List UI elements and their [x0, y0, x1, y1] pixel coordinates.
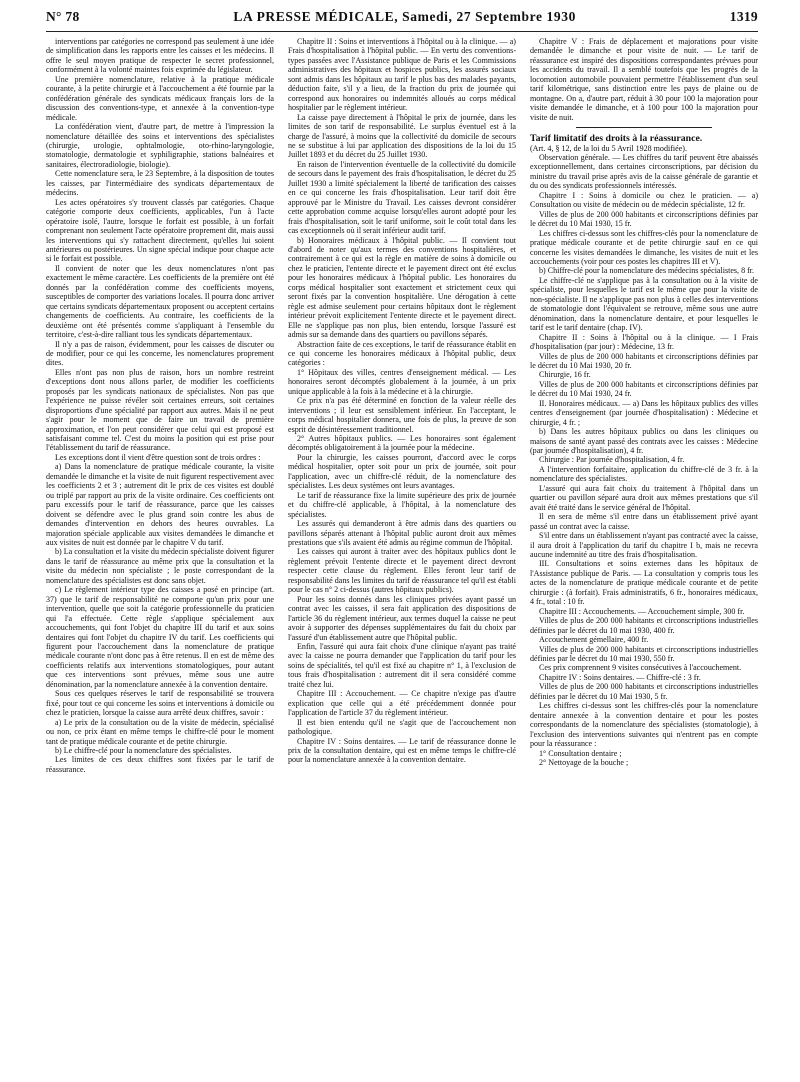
paragraph: Cette nomenclature sera, le 23 Septembre, à la disposition de toutes les caisses, par l'intermédiaire des syndicats départementaux de médecins.: [46, 169, 274, 198]
page-number: 1319: [729, 9, 758, 24]
paragraph: b) Chiffre-clé pour la nomenclature des médecins spécialistes, 8 fr.: [539, 266, 755, 276]
paragraph: L'assuré qui aura fait choix du traitement à l'hôpital dans un quartier ou pavillon séparé aura droit aux mêmes prestations que s'il avait été traité dans le service général de l'hôpital.: [530, 483, 758, 512]
column-3: [530, 37, 758, 1067]
paragraph: Sous ces quelques réserves le tarif de responsabilité se trouvera fixé, pour tout ce qui concerne les soins et interventions à domicile ou chez le praticien, lorsque la caisse aura arrêté deux chiffres, savoir :: [46, 689, 274, 718]
paragraph: Villes de plus de 200 000 habitants et circonscriptions industrielles définies par le décret du 10 mai 1930, 550 fr.: [530, 644, 758, 663]
paragraph: Les chiffres ci-dessus sont les chiffres-clés pour la nomenclature dentaire annexée à la convention dentaire et pour les postes correspondants de la nomenclature des spécialistes (stomatologie), à l'exclusion des interventions suivantes qui n'entrent pas en compte pour la réassurance :: [530, 701, 758, 749]
paragraph: Le chiffre-clé ne s'applique pas à la consultation ou à la visite de spécialiste, pour lesquelles le tarif est le même que pour la visite de non-spécialiste. Il ne s'applique pas non plus à celles des interventions de stomatologie dont l'équivalent se retrouve, même sous une autre dénomination, dans la nomenclature dentaire, et pour lesquelles le tarif est le tarif dentaire (chap. IV).: [530, 275, 758, 333]
paragraph: 2° Nettoyage de la bouche ;: [539, 757, 629, 767]
paragraph: Chapitre II : Soins et interventions à l'hôpital ou à la clinique. — a) Frais d'hospitalisation à l'hôpital public. — En vertu des conventions-types passées avec l'Assistance publique de Paris et les Commissions administratives des hôpitaux et hospices publics, les assurés sociaux sont admis dans les hôpitaux au tarif le plus bas des malades payants, déduction faite, s'il y a lieu, de la fraction du prix de journée qui correspond aux honoraires ou indemnités alloués au corps médical hospitalier par le règlement intérieur.: [288, 37, 516, 113]
paragraph: Chapitre IV : Soins dentaires. — Chiffre-clé : 3 fr.: [539, 672, 701, 682]
paragraph: Villes de plus de 200 000 habitants et circonscriptions définies par le décret du 10 Mai 1930, 20 fr.: [530, 351, 758, 370]
paragraph: b) Dans les autres hôpitaux publics ou dans les cliniques ou maisons de santé ayant passé des contrats avec les caisses : Médecine (par journée d'hospitalisation), 4 fr.: [530, 427, 758, 456]
paragraph: Chapitre IV : Soins dentaires. — Le tarif de réassurance donne le prix de la consultation dentaire, qui est en même temps le chiffre-clé pour la nomenclature annexée à la convention dentaire.: [288, 736, 516, 765]
paragraph: En raison de l'intervention éventuelle de la collectivité du domicile de secours dans le payement des frais d'hospitalisation, le décret du 25 Juillet 1930 a limité spécialement la liberté de tarification des caisses en ce qui concerne les frais d'hospitalisation. Leur tarif doit être approuvé par le Ministre du Travail. Les caisses devront considérer cette approbation comme acquise lorsqu'elles auront adopté pour les frais d'hospitalisation, soit le tarif uniforme, soit le coût total dans les cas exceptionnels où il serait inférieur audit tarif.: [288, 159, 516, 236]
section-rule: [576, 127, 713, 128]
paragraph: Chapitre I : Soins à domicile ou chez le praticien. — a) Consultation ou visite de médecin ou de médecin spécialiste, 12 fr.: [530, 190, 758, 210]
page-header: [46, 0, 758, 32]
paragraph: 1° Consultation dentaire ;: [539, 748, 622, 758]
issue-number: N° 78: [46, 9, 80, 24]
paragraph: Accouchement gémellaire, 400 fr.: [539, 635, 649, 645]
paragraph: Pour la chirurgie, les caisses pourront, d'accord avec le corps médical hospitalier, opter soit pour un prix de journée, soit pour l'application, avec un chiffre-clé réduit, de la nomenclature des spécialistes. Les deux systèmes ont leurs avantages.: [288, 452, 516, 491]
paragraph: Villes de plus de 200 000 habitants et circonscriptions industrielles définies par le décret du 10 mai 1930, 400 fr.: [530, 616, 758, 635]
paragraph: Pour les soins donnés dans les cliniques privées ayant passé un contrat avec les caisses, il sera fait application des dispositions de l'article 36 du règlement intérieur, aux termes duquel la caisse ne peut avoir à supporter des dépenses supplémentaires du fait du choix par l'assuré d'un établissement autre que l'hôpital public.: [288, 594, 516, 642]
paragraph: Les assurés qui demanderont à être admis dans des quartiers ou pavillons séparés attenant à l'hôpital public auront droit aux mêmes prestations que s'ils avaient été admis au régime commun de l'hôpital.: [288, 519, 516, 548]
paragraph: III. Consultations et soins externes dans les hôpitaux de l'Assistance publique de Paris. — La consultation y compris tous les actes de la nomenclature de pratique médicale courante et de petite chirurgie : (à forfait). Frais administratifs, 6 fr., honoraires médicaux, 4 fr., total : 10 fr.: [530, 559, 758, 607]
paragraph: A l'intervention forfaitaire, application du chiffre-clé de 3 fr. à la nomenclature des spécialistes.: [530, 464, 758, 484]
paragraph: Une première nomenclature, relative à la pratique médicale courante, à la petite chirurgie et à l'accouchement a été fournie par la confédération générale des syndicats médicaux français lors de la discussion des conventions-type, et annexée à la convention-type médicale.: [46, 74, 274, 122]
article-columns: [46, 37, 758, 1067]
paragraph: Enfin, l'assuré qui aura fait choix d'une clinique n'ayant pas traité avec la caisse ne pourra demander que l'application du tarif pour les soins de spécialités, tel qu'il est fixé au chapitre n° 1, à l'exclusion de tous frais d'hospitalisation : autrement dit il sera considéré comme traité chez lui.: [288, 642, 516, 689]
paragraph: b) Le chiffre-clé pour la nomenclature des spécialistes.: [55, 745, 232, 755]
paragraph: Villes de plus de 200 000 habitants et circonscriptions définies par le décret du 10 Mai 1930, 15 fr.: [530, 209, 758, 229]
paragraph: (Art. 4, § 12, de la loi du 5 Avril 1928 modifiée).: [530, 143, 687, 153]
paragraph: Chapitre V : Frais de déplacement et majorations pour visite demandée le dimanche et pour visite de nuit. — Le tarif de réassurance est inspiré des dispositions correspondantes prévues pour les accidents du travail. Il a semblé toutefois que les progrès de la locomotion automobile pouvaient permettre l'établissement d'un seul tarif kilométrique, sans distinction entre les pays de plaine ou de montagne. On a, d'autre part, réduit à 30 pour 100 la majoration pour visite demandée le dimanche, et à 100 pour 100 la majoration pour visite de nuit.: [530, 37, 758, 122]
paragraph: interventions par catégories ne correspond pas seulement à une idée de simplification dans les rapports entre les caisses et les médecins. Il offre le seul moyen pratique de respecter le secret professionnel, conformément à la volonté maintes fois exprimée du législateur.: [46, 37, 274, 75]
paragraph: Chapitre III : Accouchement. — Ce chapitre n'exige pas d'autre explication que celle qui a été précédemment donnée pour l'application de l'article 37 du règlement intérieur.: [288, 689, 516, 718]
paragraph: Chirurgie, 16 fr.: [539, 370, 591, 380]
paragraph: Observation générale. — Les chiffres du tarif peuvent être abaissés exceptionnellement, dans certaines circonscriptions, par décision du ministre du travail prise après avis de la caisse générale de garantie et du ou des syndicats professionnels intéressés.: [530, 152, 758, 191]
paragraph: Chirurgie : Par journée d'hospitalisation, 4 fr.: [539, 455, 685, 465]
paragraph: Il n'y a pas de raison, évidemment, pour les caisses de discuter ou de modifier, pour ce qui les concerne, les nomenclatures proprement dites.: [46, 339, 274, 368]
column-1: [46, 37, 274, 1067]
paragraph: a) Le prix de la consultation ou de la visite de médecin, spécialisé ou non, ce prix étant en même temps le chiffre-clé pour le moment tant de pratique médicale courante et de petite chirurgie.: [46, 717, 274, 746]
paragraph: S'il entre dans un établissement n'ayant pas contracté avec la caisse, il aura droit à l'application du tarif du chapitre I b, mais ne recevra aucune indemnité au titre des frais d'hospitalisation.: [530, 531, 758, 560]
paragraph: La caisse paye directement à l'hôpital le prix de journée, dans les limites de son tarif de responsabilité. Le surplus éventuel est à la charge de l'assuré, à moins que la collectivité du domicile de secours ne se substitue à lui par application des dispositions de la loi du 15 Juillet 1893 et du décret du 25 Juillet 1930.: [288, 112, 516, 160]
paragraph: Les limites de ces deux chiffres sont fixées par le tarif de réassurance.: [46, 755, 274, 774]
section-heading: Tarif limitatif des droits à la réassurance.: [530, 133, 703, 145]
publication-line: LA PRESSE MÉDICALE, Samedi, 27 Septembre 1930: [233, 9, 576, 24]
paragraph: II. Honoraires médicaux. — a) Dans les hôpitaux publics des villes centres d'enseignement (par journée d'hospitalisation) : Médecine et chirurgie, 4 fr. ;: [530, 398, 758, 427]
paragraph: Abstraction faite de ces exceptions, le tarif de réassurance établit en ce qui concerne les honoraires médicaux à l'hôpital public, deux catégories :: [288, 339, 516, 368]
paragraph: Il en sera de même s'il entre dans un établissement privé ayant passé un contrat avec la caisse.: [530, 512, 758, 531]
paragraph: Chapitre III : Accouchements. — Accouchement simple, 300 fr.: [539, 606, 745, 616]
paragraph: c) Le règlement intérieur type des caisses a posé en principe (art. 37) que le tarif de responsabilité ne comporte qu'un prix pour une intervention, quelle que soit la catégorie professionnelle du praticien qui l'a effectuée. Cette règle s'applique spécialement aux accouchements, qui font l'objet du chapitre III du tarif et aux soins dentaires qui font l'objet du chapitre IV du tarif. Les coefficients qui figurent pour l'accouchement dans la nomenclature de pratique médicale courante n'ont donc pas à être retenus. Il en est de même des coefficients relatifs aux interventions stomatologiques, pour autant que ces interventions sont prévues, même sous une autre dénomination, par la nomenclature annexée à la convention dentaire.: [46, 585, 274, 689]
paragraph: 2° Autres hôpitaux publics. — Les honoraires sont également décomptés obligatoirement à la journée pour la médecine.: [288, 434, 516, 453]
paragraph: Il convient de noter que les deux nomenclatures n'ont pas exactement le même caractère. Les coefficients de la première ont été donnés par la confédération comme des coefficients moyens, susceptibles de comporter des variations locales. Il pourra donc arriver que certains syndicats départementaux proposent ou acceptent certains changements de coefficients. Au contraire, les coefficients de la deuxième ont été présentés comme s'appliquant à l'ensemble du territoire, c'est-à-dire ralliant tous les syndicats départementaux.: [46, 263, 274, 340]
paragraph: Les actes opératoires s'y trouvent classés par catégories. Chaque catégorie comporte deux coefficients, applicables, l'un à l'acte opératoire isolé, l'autre, lorsque le forfait est possible, à un forfait comprenant non seulement l'acte opératoire proprement dit, mais aussi les interventions qui s'y rattachent directement, qu'elles lui soient antérieures ou postérieures. Un signe spécial indique pour chaque acte si le forfait est possible.: [46, 197, 274, 264]
paragraph: Villes de plus de 200 000 habitants et circonscriptions définies par le décret du 10 Mai 1930, 24 fr.: [530, 379, 758, 399]
paragraph: b) La consultation et la visite du médecin spécialiste doivent figurer dans le tarif de réassurance au même prix que la consultation et la visite du médecin non spécialiste ; le poste correspondant de la nomenclature des spécialistes est donc sans objet.: [46, 547, 274, 585]
paragraph: Les caisses qui auront à traiter avec des hôpitaux publics dont le règlement prévoit l'entente directe et le payement direct devront respecter cette clause du règlement. Elles feront leur tarif de responsabilité dans les limites du tarif de réassurance tel qu'il est établi pour le cas n° 2 ci-dessus (autres hôpitaux publics).: [288, 547, 516, 595]
paragraph: Villes de plus de 200 000 habitants et circonscriptions industrielles définies par le décret du 10 Mai 1930, 5 fr.: [530, 682, 758, 701]
paragraph: Il est bien entendu qu'il ne s'agit que de l'accouchement non pathologique.: [288, 717, 516, 737]
paragraph: b) Honoraires médicaux à l'hôpital public. — Il convient tout d'abord de noter qu'aux termes des conventions hospitalières, et contrairement à ce qui est la règle en matière de soins à domicile ou chez le praticien, l'entente directe et le payement direct ont été exclus pour les honoraires médicaux à l'hôpital public. Les honoraires du corps médical hospitalier sont exactement et strictement ceux qui seront fixés par la convention hospitalière. Une dérogation à cette règle est admise seulement pour certains hôpitaux dont le règlement intérieur prévoit explicitement l'entente directe et le payement direct. Elle ne s'applique pas non plus, bien entendu, lorsque l'assuré est admis sur sa demande dans des quartiers ou pavillons séparés.: [288, 235, 516, 340]
paragraph: Ces prix comprennent 9 visites consécutives à l'accouchement.: [539, 663, 742, 673]
paragraph: Les chiffres ci-dessus sont les chiffres-clés pour la nomenclature de pratique médicale courante et de petite chirurgie sauf en ce qui concerne les visites demandées le dimanche, les visites de nuit et les accouchements (voir pour ces postes les chapitres III et V).: [530, 228, 758, 266]
paragraph: 1° Hôpitaux des villes, centres d'enseignement médical. — Les honoraires seront décomptés globalement à la journée, à un prix unique applicable à la fois à la médecine et à la chirurgie.: [288, 367, 516, 396]
paragraph: a) Dans la nomenclature de pratique médicale courante, la visite demandée le dimanche et la visite de nuit figurent respectivement avec les coefficients 2 et 3 ; autrement dit le prix de ces visites est doublé ou triplé par rapport au prix de la visite ordinaire. Ces coefficients ont paru excessifs pour le tarif de réassurance, parce que les caisses doivent se défendre avec le plus grand soin contre les abus de demandes d'intervention en dehors des heures ouvrables. La majoration spéciale applicable aux visites demandées le dimanche et aux visites de nuit est donnée par le chapitre V du tarif.: [46, 462, 274, 548]
paragraph: Ce prix n'a pas été déterminé en fonction de la valeur réelle des interventions ; il leur est sensiblement inférieur. En l'acceptant, le corps médical hospitalier donnera, une fois de plus, la preuve de son esprit de désintéressement traditionnel.: [288, 396, 516, 434]
paragraph: Le tarif de réassurance fixe la limite supérieure des prix de journée et du chiffre-clé applicable, à l'hôpital, à la nomenclature des spécialistes.: [288, 490, 516, 519]
paragraph: Les exceptions dont il vient d'être question sont de trois ordres :: [55, 452, 261, 462]
paragraph: Elles n'ont pas non plus de raison, hors un nombre restreint d'exceptions dont nous allons parler, de modifier les coefficients proposés par les syndicats nationaux de spécialistes. Non pas que l'expérience ne puisse révéler soit certaines erreurs, soit certaines disproportions d'une spécialité par rapport aux autres. Mais il ne peut s'agir pour le moment que de faire un travail de première approximation, et l'on peut considérer que celui qui est proposé est satisfaisant comme tel. C'est du moins la position qui est prise pour l'établissement du tarif de réassurance.: [46, 367, 274, 453]
paragraph: La confédération vient, d'autre part, de mettre à l'impression la nomenclature détaillée des soins et interventions des spécialistes (chirurgie, urologie, ophtalmologie, oto-rhino-laryngologie, stomatologie, dermatologie et syphiligraphie, stations balnéaires et sanitaires, électroradiologie, biologie).: [46, 122, 274, 169]
column-2: [288, 37, 516, 1067]
paragraph: Chapitre II : Soins à l'hôpital ou à la clinique. — I Frais d'hospitalisation (par jour) : Médecine, 13 fr.: [530, 332, 758, 352]
